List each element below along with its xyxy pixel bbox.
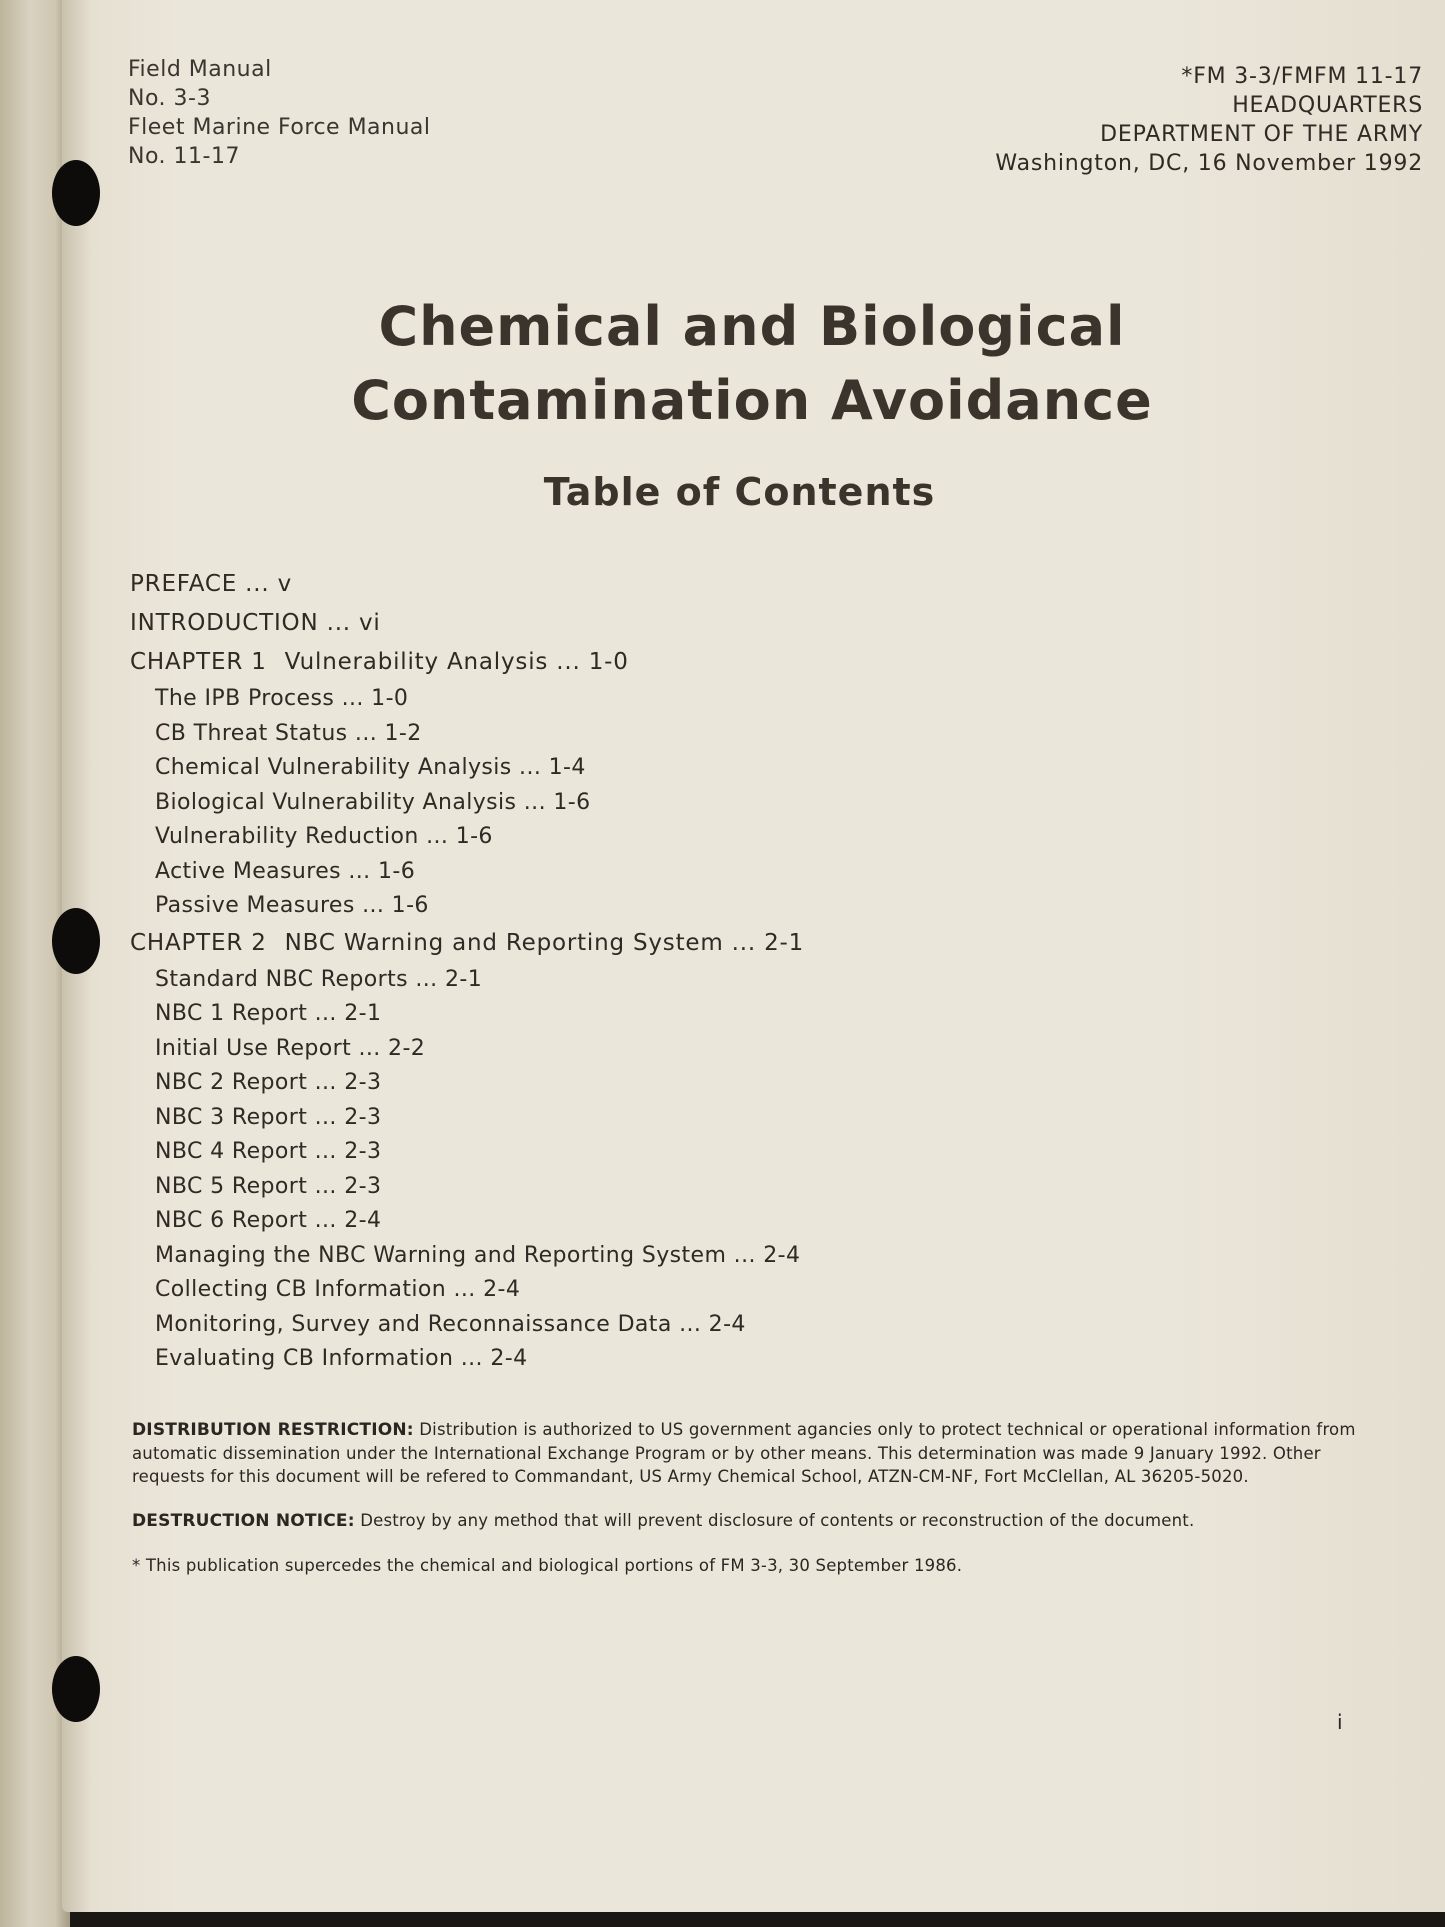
distribution-restriction	[132, 1418, 1372, 1488]
toc-item: Biological Vulnerability Analysis ... 1-6	[155, 789, 591, 815]
binder-hole	[52, 908, 100, 974]
toc-item: Evaluating CB Information ... 2-4	[155, 1346, 528, 1371]
table-of-contents	[130, 565, 804, 1377]
chapter-2-title: NBC Warning and Reporting System ... 2-1	[284, 929, 805, 956]
chapter-1-title: Vulnerability Analysis ... 1-0	[284, 649, 629, 675]
toc-item: NBC 5 Report ... 2-3	[155, 1173, 382, 1199]
destruction-text: Destroy by any method that will prevent disclosure of contents or reconstruction of the document.	[354, 1511, 1195, 1530]
destruction-notice	[132, 1509, 1372, 1533]
toc-introduction: INTRODUCTION ... vi	[130, 610, 381, 636]
chapter-2-label: CHAPTER 2	[130, 929, 267, 956]
toc-item: NBC 3 Report ... 2-3	[155, 1104, 382, 1130]
toc-item: Monitoring, Survey and Reconnaissance Data ... 2-4	[155, 1311, 746, 1337]
toc-item: NBC 6 Report ... 2-4	[155, 1208, 382, 1233]
manual-designation: *FM 3-3/FMFM 11-17	[1181, 64, 1423, 89]
document-title	[62, 290, 1442, 438]
header-left	[128, 55, 431, 171]
toc-preface: PREFACE ... v	[130, 571, 292, 597]
destruction-label: DESTRUCTION NOTICE:	[132, 1511, 355, 1531]
toc-item: Vulnerability Reduction ... 1-6	[155, 824, 493, 849]
toc-chapter-2	[130, 924, 804, 963]
toc-item: Active Measures ... 1-6	[155, 858, 416, 884]
page-number: i	[1337, 1710, 1343, 1734]
notices	[132, 1418, 1372, 1577]
toc-item: NBC 1 Report ... 2-1	[155, 1001, 382, 1026]
headquarters-label: HEADQUARTERS	[1232, 93, 1423, 118]
toc-item: Standard NBC Reports ... 2-1	[155, 966, 483, 992]
toc-item: Collecting CB Information ... 2-4	[155, 1277, 521, 1302]
fleet-manual-number: No. 11-17	[128, 144, 240, 169]
supersede-note: * This publication supercedes the chemical and biological portions of FM 3-3, 30 September 1986.	[132, 1556, 963, 1575]
toc-item: CB Threat Status ... 1-2	[155, 720, 422, 746]
location-date: Washington, DC, 16 November 1992	[995, 151, 1423, 176]
toc-item: Chemical Vulnerability Analysis ... 1-4	[155, 755, 586, 780]
header-right	[863, 62, 1423, 178]
binder-hole	[52, 160, 100, 226]
title-line-2: Contamination Avoidance	[351, 369, 1153, 432]
page-content	[62, 0, 1445, 1912]
title-line-1: Chemical and Biological	[378, 295, 1126, 358]
toc-item: Passive Measures ... 1-6	[155, 893, 429, 918]
chapter-1-label: CHAPTER 1	[130, 649, 267, 675]
toc-item: NBC 2 Report ... 2-3	[155, 1070, 382, 1095]
binder-hole	[52, 1656, 100, 1722]
toc-chapter-1	[130, 643, 804, 682]
distribution-text: Distribution is authorized to US government agancies only to protect technical or operational information from automatic dissemination under the International Exchange Program or by other means. This determination was made 9 January 1992. Other requests for this document will be refered to Commandant, US Army Chemical School, ATZN-CM-NF, Fort McClellan, AL 36205-5020.	[132, 1420, 1356, 1486]
toc-item: The IPB Process ... 1-0	[155, 686, 409, 711]
field-manual-label: Field Manual	[128, 57, 272, 82]
field-manual-number: No. 3-3	[128, 86, 211, 111]
fleet-manual-label: Fleet Marine Force Manual	[128, 115, 431, 140]
department-label: DEPARTMENT OF THE ARMY	[1100, 122, 1423, 147]
toc-item: NBC 4 Report ... 2-3	[155, 1139, 382, 1164]
distribution-label: DISTRIBUTION RESTRICTION:	[132, 1420, 414, 1440]
document-page	[62, 0, 1445, 1912]
toc-item: Managing the NBC Warning and Reporting System ... 2-4	[155, 1242, 801, 1268]
toc-item: Initial Use Report ... 2-2	[155, 1035, 426, 1061]
toc-heading: Table of Contents	[543, 470, 936, 514]
